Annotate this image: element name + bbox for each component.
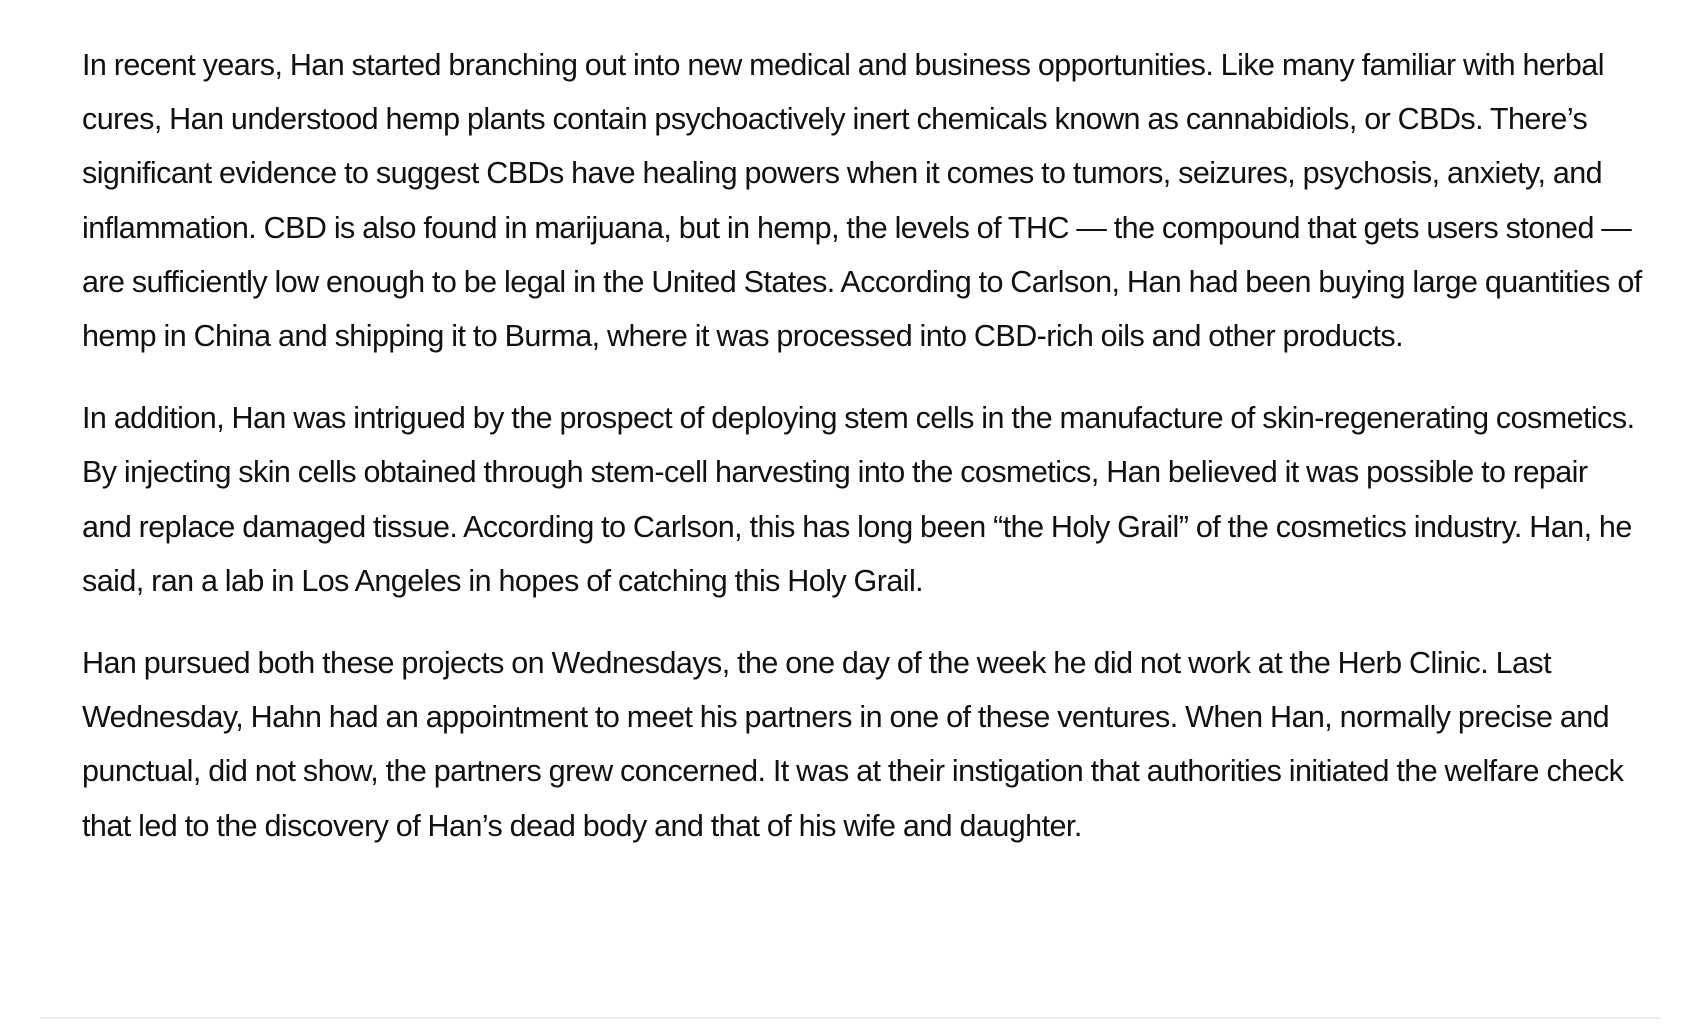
paragraph-stem-cells: In addition, Han was intrigued by the prospect of deploying stem cells in the manufacture of skin-regenerating cosmetics. By injecting skin cells obtained through stem-cell harvesting into the cosmetics, Han believed it was possible to repair and replace damaged tissue. According to Carlson, this has long been “the Holy Grail” of the cosmetics industry. Han, he said, ran a lab in Los Angeles in hopes of catching this Holy Grail. (82, 401, 1635, 598)
bottom-divider (40, 1017, 1660, 1019)
article-body (82, 38, 1642, 881)
paragraph-hemp-cbd: In recent years, Han started branching out into new medical and business opportunities. Like many familiar with herbal cures, Han understood hemp plants contain psychoactively inert chemicals known as cannabidiols, or CBDs. There’s significant evidence to suggest CBDs have healing powers when it comes to tumors, seizures, psychosis, anxiety, and inflammation. CBD is also found in marijuana, but in hemp, the levels of THC — the compound that gets users stoned — are sufficiently low enough to be legal in the United States. According to Carlson, Han had been buying large quantities of hemp in China and shipping it to Burma, where it was processed into CBD-rich oils and other products. (82, 48, 1642, 354)
paragraph-wednesdays: Han pursued both these projects on Wednesdays, the one day of the week he did not work at the Herb Clinic. Last Wednesday, Hahn had an appointment to meet his partners in one of these ventures. When Han, normally precise and punctual, did not show, the partners grew concerned. It was at their instigation that authorities initiated the welfare check that led to the discovery of Han’s dead body and that of his wife and daughter. (82, 646, 1624, 843)
